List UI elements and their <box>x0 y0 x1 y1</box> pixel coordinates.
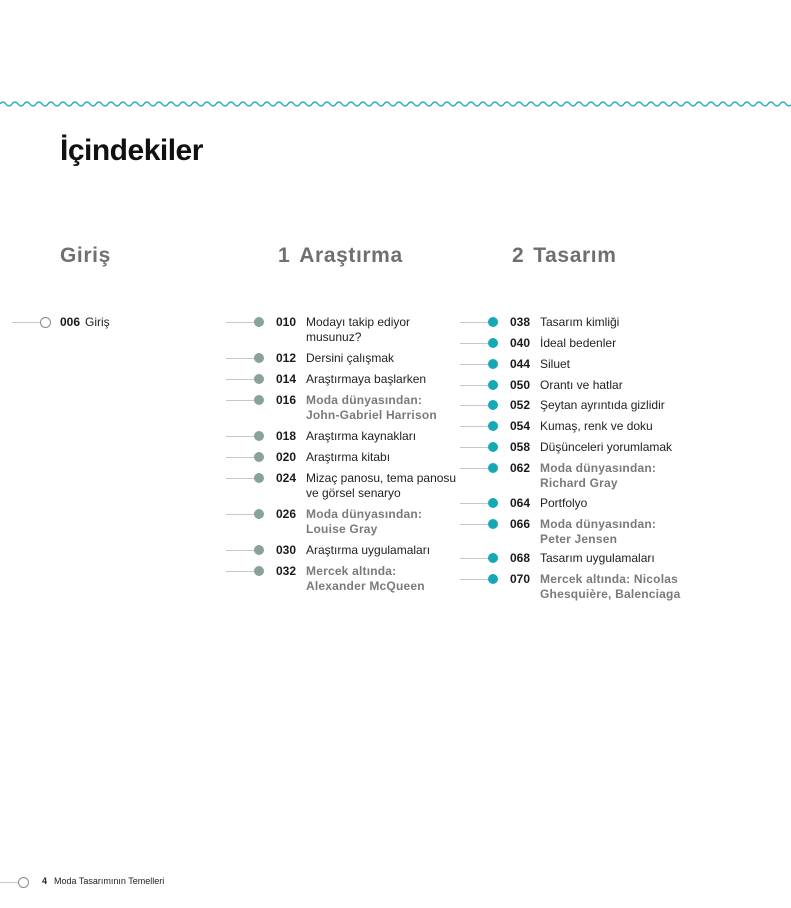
entry-title-line: Mizaç panosu, tema panosu <box>306 471 457 485</box>
bullet-dot-icon <box>488 519 498 529</box>
entry-title-line: Tasarım uygulamaları <box>540 551 655 565</box>
column-title-intro: Giriş <box>60 244 111 267</box>
leader-line <box>460 558 490 559</box>
entry-title-line: Moda dünyasından: <box>540 461 657 475</box>
column-title-design: Tasarım <box>533 244 617 267</box>
entry-title-line: Louise Gray <box>306 522 378 536</box>
entry-page-number: 068 <box>510 551 531 565</box>
leader-line <box>460 405 490 406</box>
bullet-dot-icon <box>254 509 264 519</box>
bullet-dot-icon <box>488 498 498 508</box>
entry-page-number: 006 <box>60 315 81 329</box>
entry-page-number: 016 <box>276 393 297 407</box>
entry-page-number: 026 <box>276 507 297 521</box>
bullet-dot-icon <box>254 431 264 441</box>
leader-line <box>460 322 490 323</box>
leader-line <box>226 379 256 380</box>
leader-line <box>226 358 256 359</box>
leader-line <box>460 503 490 504</box>
entry-title-line: Araştırmaya başlarken <box>306 372 427 386</box>
entry-page-number: 024 <box>276 471 297 485</box>
chapter-number-research: 1 <box>278 244 291 267</box>
footer-book-title: Moda Tasarımının Temelleri <box>54 876 165 886</box>
entry-title-line: Moda dünyasından: <box>306 507 423 521</box>
entry-title-line: İdeal bedenler <box>540 336 617 350</box>
entry-title-line: Mercek altında: <box>306 564 397 578</box>
leader-line <box>460 364 490 365</box>
entry-title-line: Moda dünyasından: <box>306 393 423 407</box>
entry-title-line: Araştırma uygulamaları <box>306 543 431 557</box>
footer-page-number: 4 <box>42 876 48 886</box>
entry-title-line: Tasarım kimliği <box>540 315 620 329</box>
bullet-dot-icon <box>488 359 498 369</box>
bullet-dot-icon <box>254 374 264 384</box>
entry-page-number: 018 <box>276 429 297 443</box>
chapter-number-design: 2 <box>512 244 525 267</box>
entry-title-line: Giriş <box>85 315 110 329</box>
entry-title-line: Şeytan ayrıntıda gizlidir <box>540 398 665 412</box>
leader-line <box>460 426 490 427</box>
bullet-dot-icon <box>488 553 498 563</box>
column-heading-intro <box>60 244 111 268</box>
leader-line <box>226 550 256 551</box>
bullet-dot-icon <box>488 400 498 410</box>
wavy-divider <box>0 98 791 110</box>
footer-line <box>0 882 18 883</box>
bullet-dot-icon <box>254 452 264 462</box>
bullet-dot-icon <box>254 317 264 327</box>
bullet-dot-icon <box>488 421 498 431</box>
leader-line <box>460 524 490 525</box>
leader-line <box>226 571 256 572</box>
leader-line <box>226 436 256 437</box>
entry-page-number: 058 <box>510 440 531 454</box>
entry-title-line: Dersini çalışmak <box>306 351 395 365</box>
leader-line <box>460 468 490 469</box>
leader-line <box>460 447 490 448</box>
entry-title-line: musunuz? <box>306 330 362 344</box>
leader-line <box>226 514 256 515</box>
entry-page-number: 032 <box>276 564 297 578</box>
entry-title-line: Modayı takip ediyor <box>306 315 411 329</box>
page-title: İçindekiler <box>60 134 203 167</box>
entry-title-line: Ghesquière, Balenciaga <box>540 587 681 601</box>
entry-page-number: 014 <box>276 372 297 386</box>
entry-title-line: Araştırma kaynakları <box>306 429 417 443</box>
entry-title-line: Siluet <box>540 357 571 371</box>
entry-page-number: 030 <box>276 543 297 557</box>
leader-line <box>226 457 256 458</box>
entry-page-number: 010 <box>276 315 297 329</box>
footer-circle-icon <box>18 877 29 888</box>
entry-page-number: 012 <box>276 351 297 365</box>
bullet-dot-icon <box>254 353 264 363</box>
bullet-dot-icon <box>254 566 264 576</box>
entry-title-line: Araştırma kitabı <box>306 450 391 464</box>
entry-page-number: 038 <box>510 315 531 329</box>
bullet-dot-icon <box>254 473 264 483</box>
entry-page-number: 062 <box>510 461 531 475</box>
entry-page-number: 052 <box>510 398 531 412</box>
entry-title-line: Peter Jensen <box>540 532 618 546</box>
bullet-dot-icon <box>488 463 498 473</box>
bullet-dot-icon <box>488 338 498 348</box>
column-heading-research <box>278 244 403 268</box>
bullet-dot-icon <box>488 380 498 390</box>
entry-page-number: 020 <box>276 450 297 464</box>
entry-title-line: Richard Gray <box>540 476 618 490</box>
bullet-dot-icon <box>488 574 498 584</box>
entry-page-number: 050 <box>510 378 531 392</box>
leader-line <box>460 385 490 386</box>
entry-title-line: Kumaş, renk ve doku <box>540 419 653 433</box>
entry-page-number: 054 <box>510 419 531 433</box>
entry-page-number: 044 <box>510 357 531 371</box>
entry-title-line: John-Gabriel Harrison <box>306 408 437 422</box>
leader-line <box>460 343 490 344</box>
entry-title-line: Alexander McQueen <box>306 579 425 593</box>
entry-title-line: Moda dünyasından: <box>540 517 657 531</box>
entry-page-number: 070 <box>510 572 531 586</box>
leader-line <box>226 478 256 479</box>
bullet-dot-icon <box>40 317 51 328</box>
entry-title-line: ve görsel senaryo <box>306 486 401 500</box>
bullet-dot-icon <box>488 442 498 452</box>
entry-title-line: Düşünceleri yorumlamak <box>540 440 673 454</box>
entry-page-number: 064 <box>510 496 531 510</box>
leader-line <box>226 322 256 323</box>
entry-title-line: Portfolyo <box>540 496 588 510</box>
entry-page-number: 066 <box>510 517 531 531</box>
leader-line <box>460 579 490 580</box>
bullet-dot-icon <box>488 317 498 327</box>
bullet-dot-icon <box>254 545 264 555</box>
column-title-research: Araştırma <box>299 244 403 267</box>
column-heading-design <box>512 244 616 268</box>
entry-title-line: Mercek altında: Nicolas <box>540 572 678 586</box>
entry-title-line: Orantı ve hatlar <box>540 378 623 392</box>
leader-line <box>226 400 256 401</box>
bullet-dot-icon <box>254 395 264 405</box>
leader-line <box>12 322 42 323</box>
entry-page-number: 040 <box>510 336 531 350</box>
